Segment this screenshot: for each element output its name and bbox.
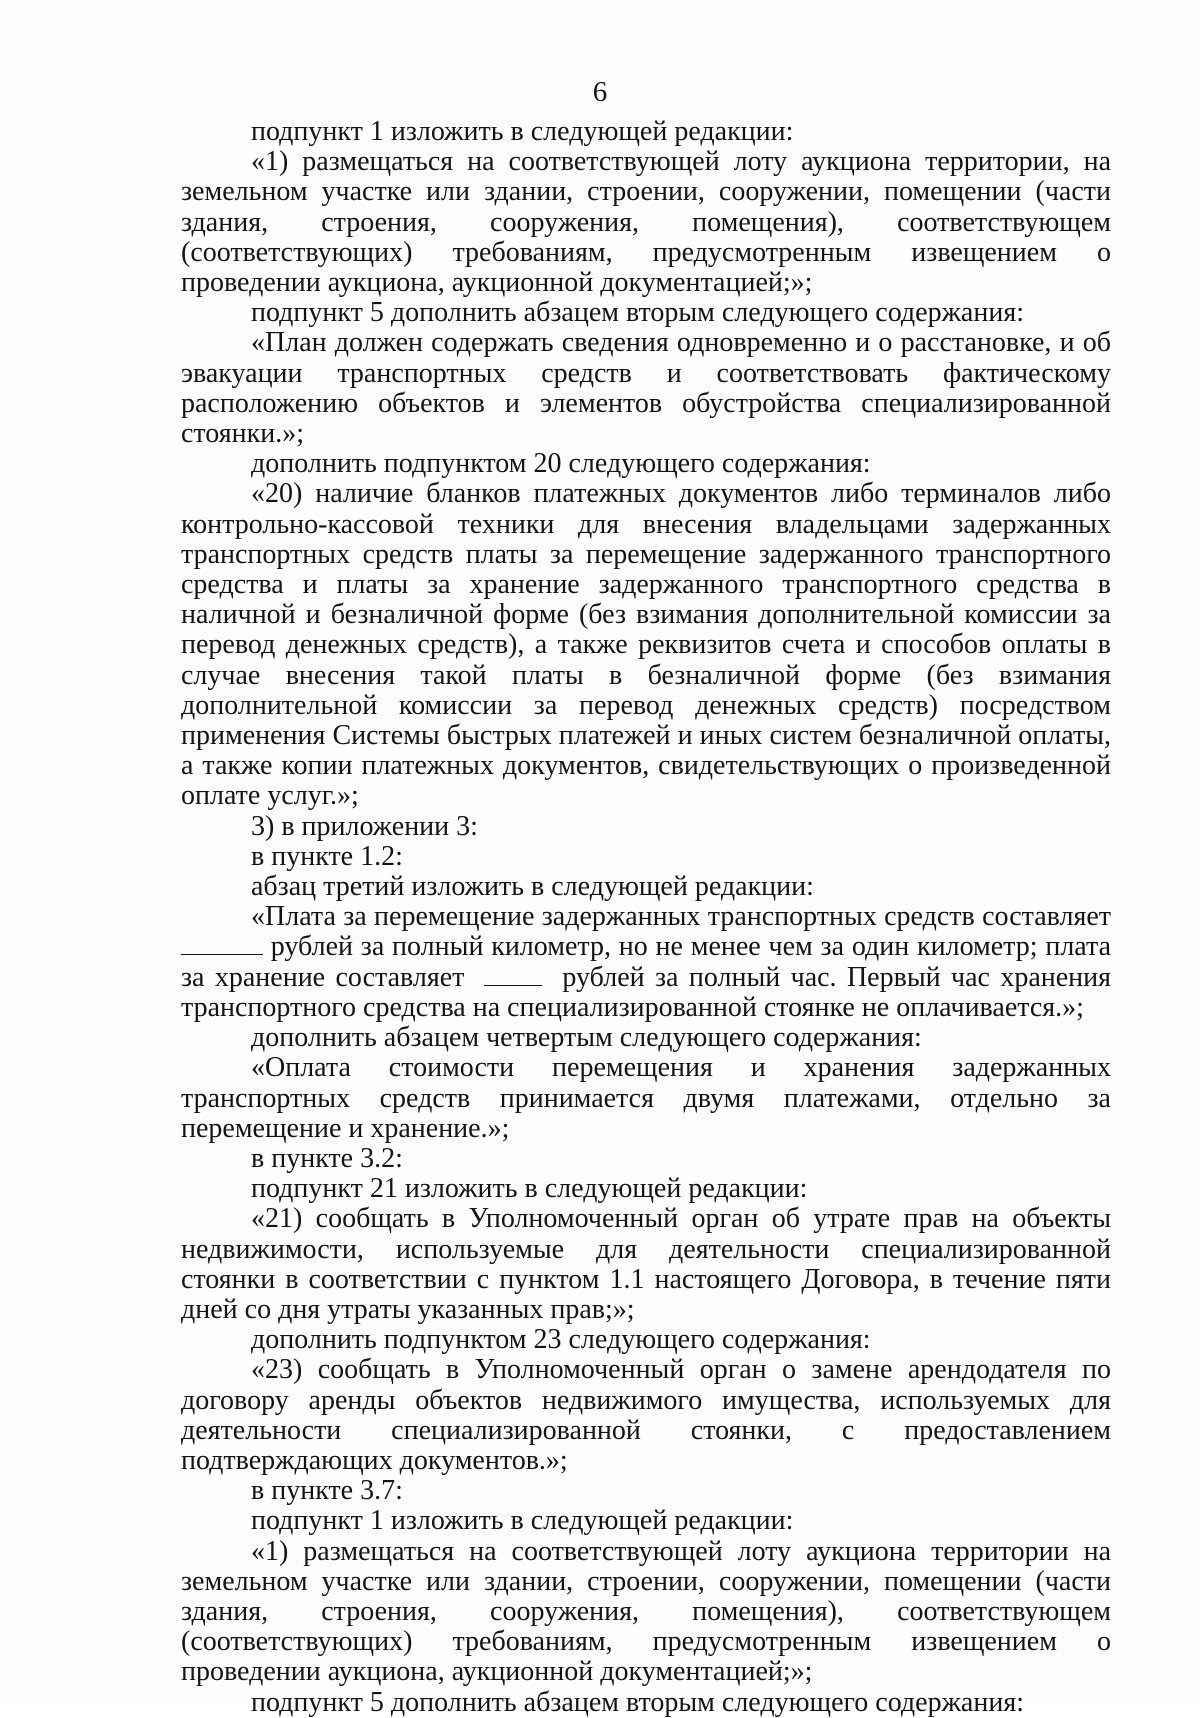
- paragraph: «План должен содержать сведения одновременно и о расстановке, и об эвакуации транспортных средств и соответствовать фактическому расположению объектов и элементов обустройства специализированной стоянки.»;: [181, 327, 1111, 450]
- fee-paragraph: [181, 902, 1111, 1023]
- paragraph: подпункт 5 дополнить абзацем вторым следующего содержания:: [251, 297, 1024, 329]
- paragraph: «1) размещаться на соответствующей лоту аукциона территории на земельном участке или здании, строении, сооружении, помещении (части здания, строения, сооружения, помещения), соответствующем (соответствующих) требованиям, предусмотренным извещением о проведении аукциона, аукционной документацией;»;: [181, 1535, 1111, 1688]
- fee-text-part2: рублей за полный километр, но не менее чем за один километр; плата за хранение составляет: [181, 931, 1112, 993]
- paragraph: «21) сообщать в Уполномоченный орган об утрате прав на объекты недвижимости, используемые для деятельности специализированной стоянки в соответствии с пунктом 1.1 настоящего Договора, в течение пяти дней со дня утраты указанных прав;»;: [181, 1203, 1111, 1325]
- paragraph: «23) сообщать в Уполномоченный орган о замене арендодателя по договору аренды объектов недвижимого имущества, используемых для деятельности специализированной стоянки, с предоставлением подтверждающих документов.»;: [181, 1354, 1111, 1476]
- paragraph: «1) размещаться на соответствующей лоту аукциона территории, на земельном участке или здании, строении, сооружении, помещении (части здания, строения, сооружения, помещения), соответствующем (соответствующих) требованиям, предусмотренным извещением о проведении аукциона, аукционной документацией;»;: [181, 146, 1111, 299]
- paragraph: подпункт 21 изложить в следующей редакции:: [251, 1173, 808, 1205]
- paragraph: «20) наличие бланков платежных документов либо терминалов либо контрольно-кассовой техники для внесения владельцами задержанных транспортных средств платы за перемещение задержанного транспортного средства и платы за хранение задержанного транспортного средства в наличной и безналичной форме (без взимания дополнительной комиссии за перевод денежных средств), а также реквизитов счета и способов оплаты в случае внесения такой платы в безналичной форме (без взимания дополнительной комиссии за перевод денежных средств) посредством применения Системы быстрых платежей и иных систем безналичной оплаты, а также копии платежных документов, свидетельствующих о произведенной оплате услуг.»;: [181, 478, 1111, 812]
- fee-blank-storage: [484, 965, 542, 986]
- document-body: [181, 117, 1111, 1718]
- fee-text-part3: рублей за полный час. Первый час хранения транспортного средства на специализированной стоянке не оплачивается.»;: [181, 961, 1111, 1023]
- paragraph: в пункте 1.2:: [251, 840, 403, 872]
- paragraph: подпункт 1 изложить в следующей редакции:: [251, 1505, 794, 1537]
- paragraph: в пункте 3.7:: [251, 1475, 403, 1507]
- page-number: 6: [592, 76, 608, 108]
- paragraph: 3) в приложении 3:: [251, 810, 478, 842]
- paragraph: в пункте 3.2:: [251, 1142, 403, 1174]
- paragraph: абзац третий изложить в следующей редакции:: [251, 871, 814, 903]
- paragraph: подпункт 5 дополнить абзацем вторым следующего содержания:: [251, 1686, 1024, 1718]
- paragraph: дополнить подпунктом 23 следующего содержания:: [251, 1324, 871, 1356]
- fee-blank-transport: [181, 934, 263, 955]
- paragraph: дополнить абзацем четвертым следующего содержания:: [251, 1022, 922, 1054]
- fee-text-part1: «Плата за перемещение задержанных транспортных средств составляет: [251, 901, 1111, 933]
- paragraph: дополнить подпунктом 20 следующего содержания:: [251, 448, 871, 480]
- paragraph: подпункт 1 изложить в следующей редакции:: [251, 116, 794, 147]
- paragraph: «Оплата стоимости перемещения и хранения задержанных транспортных средств принимается двумя платежами, отдельно за перемещение и хранение.»;: [181, 1052, 1111, 1144]
